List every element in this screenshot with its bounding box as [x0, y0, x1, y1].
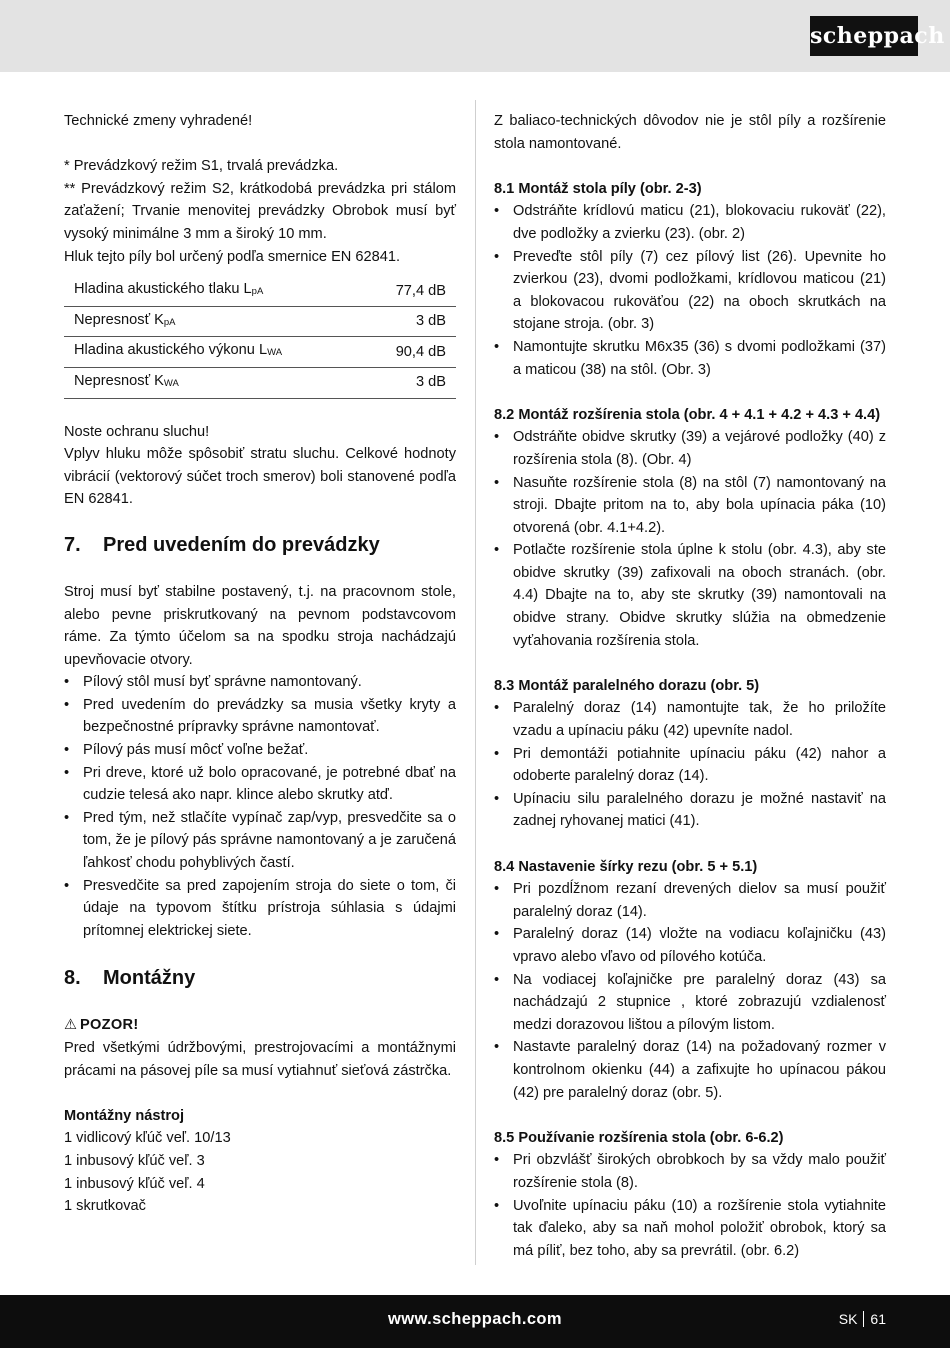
- packaging-note: Z baliaco-technických dôvodov nie je stôl píly a rozšírenie stola namontované.: [494, 113, 886, 152]
- page-indicator: [839, 1308, 886, 1331]
- page-number: 61: [870, 1311, 886, 1327]
- list-item: • Nasuňte rozšírenie stola (8) na stôl (7) namontovaný na stroji. Dbajte pritom na to, aby bola upínacia páka (10) otvorená (obr. 4.1+4.2).: [494, 472, 886, 540]
- hearing-protection-note: Noste ochranu sluchu!: [64, 423, 210, 440]
- list-item: • Pílový pás musí môcť voľne bežať.: [64, 739, 456, 762]
- section-8-5-list: [494, 1149, 886, 1262]
- section-8-3-list: [494, 697, 886, 833]
- section-7-heading: 7. Pred uvedením do prevádzky: [64, 533, 380, 556]
- noise-value: 3 dB: [364, 367, 456, 398]
- list-item: • Pred tým, než stlačíte vypínač zap/vyp, presvedčite sa o tom, že je pílový pás správne namontovaný a je zaručená ľahkosť chodu pohyblivých častí.: [64, 807, 456, 875]
- list-item: • Pílový stôl musí byť správne namontovaný.: [64, 671, 456, 694]
- list-item: • Nastavte paralelný doraz (14) na požadovaný rozmer v kontrolnom okienku (44) a zafixujte ho upínacou pákou (42) pre paralelný doraz (obr. 5).: [494, 1036, 886, 1104]
- list-item: • Paralelný doraz (14) namontujte tak, že ho priložíte vzadu a upínaciu páku (42) upevníte nadol.: [494, 697, 886, 742]
- list-item: • Namontujte skrutku M6x35 (36) s dvomi podložkami (37) a maticou (38) na stôl. (Obr. 3): [494, 336, 886, 381]
- language-code: SK: [838, 1311, 858, 1327]
- list-item: • Uvoľnite upínaciu páku (10) a rozšírenie stola vytiahnite tak ďaleko, aby sa naň mohol položiť obrobok, ktorý sa má píliť, bez toho, aby sa prevrátil. (obr. 6.2): [494, 1195, 886, 1263]
- list-item: • Pri dreve, ktoré už bolo opracované, je potrebné dbať na cudzie telesá ako napr. klince alebo skrutky atď.: [64, 762, 456, 807]
- table-row: [64, 306, 456, 337]
- operating-mode-s1: * Prevádzkový režim S1, trvalá prevádzka.: [64, 158, 339, 175]
- noise-label: Nepresnosť K: [74, 311, 164, 328]
- warning-text: Pred všetkými údržbovými, prestrojovacími a montážnymi prácami na pásovej píle sa musí vytiahnuť sieťová zástrčka.: [64, 1040, 456, 1079]
- section-8-3-heading: 8.3 Montáž paralelného dorazu (obr. 5): [494, 677, 760, 694]
- section-8-5-heading: 8.5 Používanie rozšírenia stola (obr. 6-6.2): [494, 1129, 784, 1146]
- operating-mode-s2: ** Prevádzkový režim S2, krátkodobá prevádzka pri stálom zaťažení; Trvanie menovitej prevádzky Obrobok musí byť vysoký minimálne 3 mm a široký 10 mm.: [64, 180, 456, 242]
- section-7-list: [64, 671, 456, 942]
- list-item: • Pred uvedením do prevádzky sa musia všetky kryty a bezpečnostné prípravky správne namontovať.: [64, 694, 456, 739]
- list-item: • Presvedčite sa pred zapojením stroja do siete o tom, či údaje na typovom štítku prístroja súhlasia s údajmi prítomnej elektrickej siete.: [64, 875, 456, 943]
- section-8-2-list: [494, 426, 886, 652]
- list-item: • Na vodiacej koľajničke pre paralelný doraz (43) sa nachádzajú 2 stupnice , ktoré zobrazujú vzdialenosť medzi dorazovou lištou a pílovým listom.: [494, 969, 886, 1037]
- noise-value: 3 dB: [364, 306, 456, 337]
- section-7-intro: Stroj musí byť stabilne postavený, t.j. na pracovnom stole, alebo pevne priskrutkovaný na pevnom podstavcovom ráme. Za týmto účelom sa na spodku stroja nachádzajú upevňovacie otvory.: [64, 583, 456, 668]
- header-bar: [0, 0, 950, 72]
- section-8-2-heading: 8.2 Montáž rozšírenia stola (obr. 4 + 4.1 + 4.2 + 4.3 + 4.4): [494, 406, 881, 423]
- noise-label-sub: pA: [251, 286, 264, 298]
- tool-item: 1 inbusový kľúč veľ. 4: [64, 1175, 205, 1192]
- table-row: [64, 367, 456, 398]
- technical-changes-note: Technické zmeny vyhradené!: [64, 113, 253, 129]
- list-item: • Pri demontáži potiahnite upínaciu páku (42) nahor a odoberte paralelný doraz (14).: [494, 743, 886, 788]
- noise-impact-note: Vplyv hluku môže spôsobiť stratu sluchu. Celkové hodnoty vibrácií (vektorový súčet troch smerov) boli stanovené podľa EN 62841.: [64, 446, 456, 508]
- section-8-heading: 8. Montážny: [64, 967, 196, 990]
- tool-item: 1 inbusový kľúč veľ. 3: [64, 1152, 205, 1169]
- left-column: [64, 110, 456, 1218]
- table-row: [64, 337, 456, 368]
- table-row: [64, 276, 456, 306]
- noise-label-sub: WA: [267, 347, 283, 359]
- list-item: • Preveďte stôl píly (7) cez pílový list (26). Upevnite ho zvierkou (23), dvomi podložkami, krídlovou maticou (21) a blokovacou rukoväťou (22) na oboch skrutkách na stojane stroja. (obr. 3): [494, 246, 886, 336]
- website-link[interactable]: www.scheppach.com: [388, 1310, 562, 1328]
- section-8-1-heading: 8.1 Montáž stola píly (obr. 2-3): [494, 180, 702, 197]
- noise-label-sub: pA: [163, 316, 176, 328]
- section-8-4-heading: 8.4 Nastavenie šírky rezu (obr. 5 + 5.1): [494, 858, 758, 875]
- noise-label: Hladina akustického tlaku L: [74, 281, 252, 298]
- noise-standard-note: Hluk tejto píly bol určený podľa smernice EN 62841.: [64, 248, 401, 265]
- noise-value: 90,4 dB: [364, 337, 456, 368]
- noise-label: Hladina akustického výkonu L: [74, 342, 268, 359]
- tools-heading: Montážny nástroj: [64, 1107, 184, 1124]
- list-item: • Paralelný doraz (14) vložte na vodiacu koľajničku (43) vpravo alebo vľavo od pílového kotúča.: [494, 923, 886, 968]
- footer-bar: [0, 1295, 950, 1348]
- list-item: • Upínaciu silu paralelného dorazu je možné nastaviť na zadnej ryhovanej matici (41).: [494, 788, 886, 833]
- noise-label: Nepresnosť K: [74, 372, 164, 389]
- list-item: • Potlačte rozšírenie stola úplne k stolu (obr. 4.3), aby ste obidve skrutky (39) zafixovali na oboch stranách. (obr. 4.4) Dbajte na to, aby ste skrutky (39) namontovali na obidve strany. Obidve skrutky slúžia na obmedzenie vyťahovania rozšírenia stola.: [494, 539, 886, 652]
- noise-label-sub: WA: [163, 377, 179, 389]
- brand-logo: scheppach: [810, 16, 918, 56]
- section-8-4-list: [494, 878, 886, 1104]
- list-item: • Pri pozdĺžnom rezaní drevených dielov sa musí použiť paralelný doraz (14).: [494, 878, 886, 923]
- column-divider: [475, 100, 476, 1265]
- list-item: • Odstráňte obidve skrutky (39) a vejárové podložky (40) z rozšírenia stola (8). (Obr. 4): [494, 426, 886, 471]
- noise-value: 77,4 dB: [364, 276, 456, 306]
- tool-item: 1 skrutkovač: [64, 1198, 146, 1215]
- right-column: [494, 110, 886, 1262]
- list-item: • Odstráňte krídlovú maticu (21), blokovaciu rukoväť (22), dve podložky a zvierku (23). (obr. 2): [494, 200, 886, 245]
- warning-label: ⚠ POZOR!: [64, 1014, 456, 1037]
- list-item: • Pri obzvlášť širokých obrobkoch by sa vždy malo použiť rozšírenie stola (8).: [494, 1149, 886, 1194]
- section-8-1-list: [494, 200, 886, 381]
- warning-icon: ⚠: [64, 1017, 78, 1034]
- noise-table: [64, 276, 456, 398]
- tool-item: 1 vidlicový kľúč veľ. 10/13: [64, 1130, 231, 1147]
